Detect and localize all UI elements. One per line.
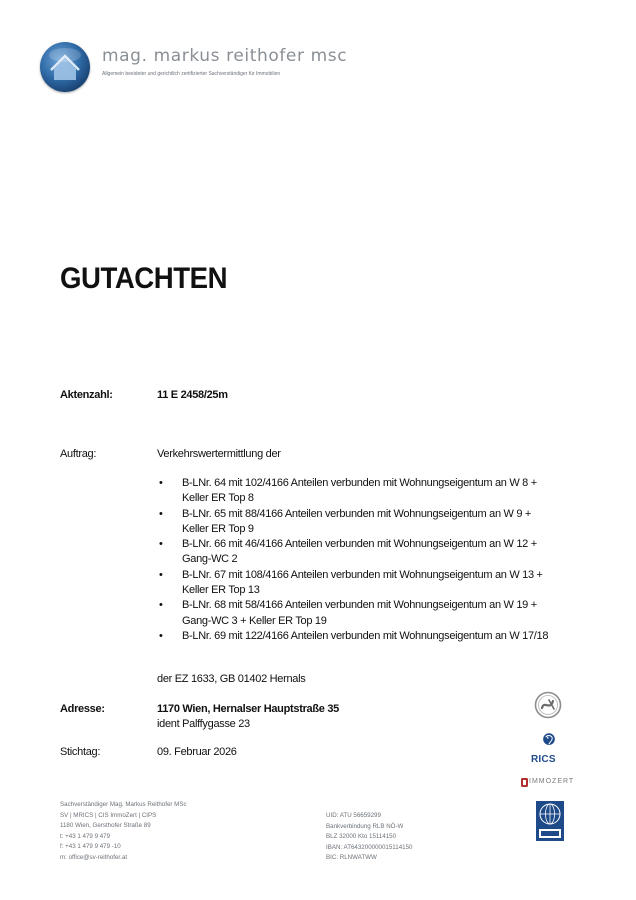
auftrag-item-line: Keller ER Top 8 bbox=[182, 492, 254, 505]
auftrag-item-line: Gang-WC 3 + Keller ER Top 19 bbox=[182, 614, 327, 627]
auftrag-item bbox=[157, 476, 577, 507]
bullet-icon: • bbox=[159, 477, 163, 489]
footer-line: 1180 Wien, Gersthofer Straße 89 bbox=[60, 822, 151, 830]
footer-line: t: +43 1 479 9 479 bbox=[60, 832, 111, 840]
brand-subtitle: Allgemein beeideter und gerichtlich zertifizierter Sachverständiger für Immobilien bbox=[102, 71, 281, 77]
auftrag-label: Auftrag: bbox=[60, 448, 97, 460]
auftrag-intro: Verkehrswertermittlung der bbox=[157, 448, 281, 460]
stichtag-value: 09. Februar 2026 bbox=[157, 746, 237, 758]
rics-label: RICS bbox=[531, 754, 556, 765]
auftrag-item-line: B-LNr. 65 mit 88/4166 Anteilen verbunden mit Wohnungseigentum an W 9 + bbox=[182, 507, 532, 520]
rics-lion-icon bbox=[532, 732, 566, 754]
brand-name: mag. markus reithofer msc bbox=[102, 46, 348, 66]
ez-line: der EZ 1633, GB 01402 Hernals bbox=[157, 673, 306, 685]
footer-line: UID: ATU 56659299 bbox=[326, 812, 381, 819]
auftrag-item-line: Gang-WC 2 bbox=[182, 553, 238, 566]
bullet-icon: • bbox=[159, 568, 163, 581]
auftrag-item-line: B-LNr. 68 mit 58/4166 Anteilen verbunden mit Wohnungseigentum an W 19 + bbox=[182, 599, 537, 612]
auftrag-list bbox=[157, 476, 577, 644]
cips-globe-icon bbox=[535, 800, 565, 842]
immozert-label: IMMOZERT bbox=[529, 778, 575, 785]
auftrag-item-line: B-LNr. 67 mit 108/4166 Anteilen verbunden mit Wohnungseigentum an W 13 + bbox=[182, 568, 543, 581]
footer-line: BIC: RLNWATWW bbox=[326, 854, 377, 862]
aktenzahl-value: 11 E 2458/25m bbox=[157, 389, 228, 401]
adresse-value: 1170 Wien, Hernalser Hauptstraße 35 bbox=[157, 703, 339, 715]
document-title: GUTACHTEN bbox=[60, 262, 228, 295]
footer-line: Bankverbindung RLB NÖ-W bbox=[326, 822, 404, 830]
footer-line: m: office@sv-reithofer.at bbox=[60, 853, 128, 861]
aktenzahl-label: Aktenzahl: bbox=[60, 389, 113, 401]
footer-bank bbox=[326, 811, 412, 864]
immozert-mark-icon bbox=[521, 778, 528, 787]
letterhead-logo bbox=[40, 42, 460, 94]
bullet-icon: • bbox=[159, 507, 163, 520]
footer-line: IBAN: AT643200000015114150 bbox=[326, 843, 413, 851]
footer-line: Sachverständiger Mag. Markus Reithofer MSc bbox=[60, 801, 187, 808]
auftrag-item bbox=[157, 568, 577, 599]
auftrag-item-line: Keller ER Top 9 bbox=[182, 522, 254, 535]
auftrag-item-line: B-LNr. 64 mit 102/4166 Anteilen verbunden mit Wohnungseigentum an W 8 + bbox=[182, 477, 537, 489]
bullet-icon: • bbox=[159, 599, 163, 612]
adresse-ident: ident Palffygasse 23 bbox=[157, 718, 250, 730]
stichtag-label: Stichtag: bbox=[60, 746, 101, 758]
auftrag-item-line: Keller ER Top 13 bbox=[182, 584, 260, 597]
house-logo-icon bbox=[40, 42, 90, 92]
auftrag-item bbox=[157, 537, 577, 568]
auftrag-item bbox=[157, 629, 577, 644]
sv-seal-icon bbox=[534, 691, 562, 719]
adresse-label: Adresse: bbox=[60, 703, 105, 715]
auftrag-item bbox=[157, 598, 577, 629]
bullet-icon: • bbox=[159, 629, 163, 642]
footer-contact bbox=[60, 800, 187, 864]
auftrag-item bbox=[157, 507, 577, 538]
footer-line: SV | MRICS | CIS ImmoZert | CIPS bbox=[60, 811, 157, 819]
bullet-icon: • bbox=[159, 538, 163, 551]
auftrag-item-line: B-LNr. 69 mit 122/4166 Anteilen verbunden mit Wohnungseigentum an W 17/18 bbox=[182, 629, 549, 642]
footer-line: f: +43 1 479 9 479 -10 bbox=[60, 843, 121, 851]
auftrag-item-line: B-LNr. 66 mit 46/4166 Anteilen verbunden mit Wohnungseigentum an W 12 + bbox=[182, 538, 537, 551]
footer-line: BLZ 32000 Kto 15114150 bbox=[326, 833, 397, 841]
